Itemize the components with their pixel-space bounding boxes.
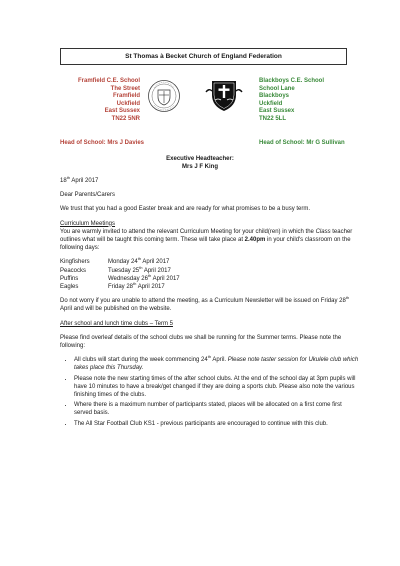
clubs-heading: After school and lunch time clubs – Term 5	[60, 320, 173, 327]
meeting-time: 2.40pm	[244, 237, 266, 244]
meeting-day-suffix: th	[139, 264, 143, 270]
right-school-address	[259, 78, 339, 124]
curriculum-heading: Curriculum Meetings	[60, 220, 116, 227]
bullet-italic-note: Please note taster session for Ukulele club which takes place this Thursday.	[74, 357, 359, 372]
meeting-group: Kingfishers	[60, 259, 90, 266]
newsletter-text-a: Do not worry if you are unable to attend the meeting, as a Curriculum Newsletter will be issued on Friday 28	[60, 298, 346, 305]
meeting-date	[108, 283, 180, 291]
date-rest: April 2017	[70, 178, 99, 184]
meeting-month: April 2017	[141, 259, 170, 266]
curriculum-class-word: Class	[315, 228, 331, 235]
list-item	[74, 356, 360, 372]
bullet-text: All clubs will start during the week commencing 24	[74, 357, 208, 364]
right-school-postcode: TN22 5LL	[259, 115, 287, 122]
right-school-street: School Lane	[259, 85, 295, 92]
right-school-village: Blackboys	[259, 93, 290, 100]
table-row	[60, 267, 180, 275]
meeting-date	[108, 272, 180, 283]
newsletter-suffix: th	[345, 295, 350, 301]
left-school-street: The Street	[110, 85, 140, 92]
date-day: 18	[60, 178, 67, 184]
executive-headteacher	[0, 156, 400, 171]
left-school-name: Framfield C.E. School	[77, 78, 140, 84]
left-school-county: East Sussex	[104, 108, 140, 115]
left-head-of-school: Head of School: Mrs J Davies	[60, 140, 145, 146]
meeting-group: Peacocks	[60, 267, 87, 274]
meeting-day-suffix: th	[133, 281, 137, 287]
newsletter-text-b: April and will be published on the website.	[60, 306, 172, 313]
letter-date	[60, 177, 360, 185]
table-row	[60, 283, 180, 291]
meeting-day: Monday 24	[108, 259, 138, 266]
meeting-group: Puffins	[60, 275, 79, 282]
curriculum-text-b: teacher outlines what will be taught this coming term. These will take place at	[60, 228, 353, 244]
table-row	[60, 275, 180, 283]
meeting-month: April 2017	[142, 267, 171, 274]
federation-title: St Thomas à Becket Church of England Federation	[60, 48, 347, 65]
meeting-day: Wednesday 26	[108, 275, 148, 282]
right-school-county: East Sussex	[259, 108, 295, 115]
date-suffix: th	[66, 175, 71, 180]
curriculum-section	[60, 220, 360, 253]
bullet-text: April.	[211, 357, 228, 364]
executive-name: Mrs J F King	[181, 163, 218, 170]
curriculum-paragraph	[60, 228, 360, 253]
salutation: Dear Parents/Carers	[60, 192, 116, 199]
blackboys-shield-icon	[204, 78, 244, 114]
list-item: • Please note the new starting times of the after school clubs. At the end of the school day at 3pm pupils will have 10 minutes to have a break/get changed if they are doing a sports club. Please also note the various finishing times of the clubs.	[74, 375, 360, 400]
meeting-group: Eagles	[60, 284, 79, 291]
left-school-village: Framfield	[112, 93, 140, 100]
intro-paragraph: We trust that you had a good Easter break and are ready for what promises to be a busy term.	[60, 206, 311, 213]
list-item: • Where there is a maximum number of participants stated, places will be allocated on a first come first served basis.	[74, 401, 360, 417]
meeting-day: Tuesday 25	[108, 267, 140, 274]
newsletter-paragraph	[60, 297, 360, 313]
framfield-crest-icon	[147, 78, 181, 114]
letter-body	[60, 177, 360, 430]
executive-title: Executive Headteacher:	[166, 156, 234, 162]
meeting-day-suffix: th	[147, 272, 152, 278]
meeting-month: April 2017	[136, 284, 165, 291]
left-school-postcode: TN22 5NR	[111, 115, 140, 122]
meeting-month: April 2017	[151, 275, 180, 282]
meeting-schedule	[60, 258, 180, 291]
right-school-town: Uckfield	[259, 100, 283, 107]
clubs-intro: Please find overleaf details of the school clubs we shall be running for the Summer terms. Please note the following:	[60, 334, 342, 350]
list-item: • The All Star Football Club KS1 - previous participants are encouraged to continue with this club.	[74, 420, 360, 428]
meeting-day-suffix: th	[137, 256, 142, 262]
left-school-address	[60, 78, 140, 124]
meeting-date	[108, 264, 180, 275]
right-head-of-school: Head of School: Mr G Sullivan	[259, 140, 345, 146]
meeting-date	[108, 258, 180, 266]
right-school-name: Blackboys C.E. School	[259, 78, 325, 84]
table-row	[60, 258, 180, 266]
curriculum-text-c: in your child's classroom on the following days:	[60, 237, 351, 252]
meeting-day: Friday 28	[108, 284, 134, 291]
left-school-town: Uckfield	[116, 100, 140, 107]
curriculum-text-a: You are warmly invited to attend the relevant Curriculum Meeting for your child(ren) in which the	[60, 228, 316, 235]
bullet-suffix: th	[207, 354, 212, 360]
clubs-bullet-list	[60, 356, 360, 428]
